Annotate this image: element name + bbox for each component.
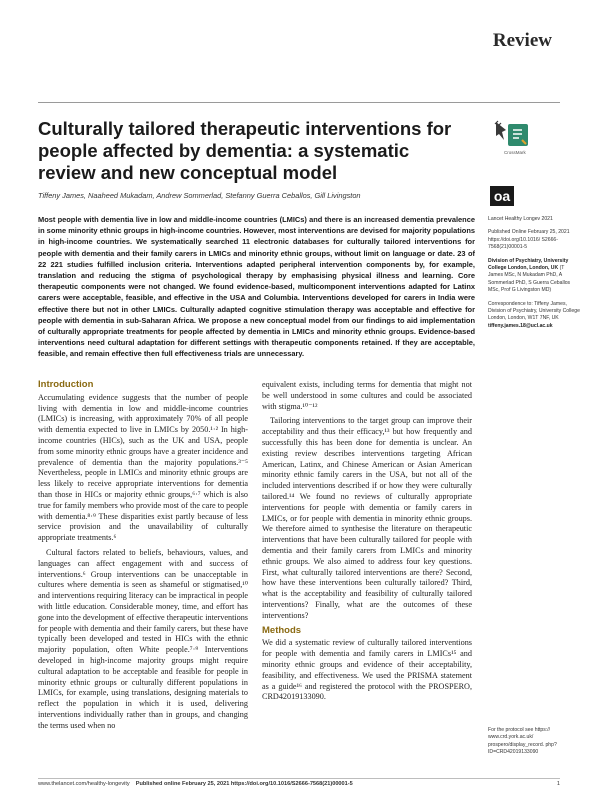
affiliation-name: Division of Psychiatry, University College London, London, UK [488, 257, 569, 272]
correspondence-email[interactable]: tiffeny.james.18@ucl.ac.uk [488, 322, 553, 329]
open-access-badge: oa [490, 186, 514, 206]
correspondence [488, 301, 580, 331]
methods-heading: Methods [262, 624, 302, 636]
crossmark-icon[interactable] [492, 118, 532, 152]
protocol-link[interactable]: see https:// www.crd.york.ac.uk/ prospero/display_record. php?ID=CRD42019133090 [488, 727, 557, 756]
body-paragraph: equivalent exists, including terms for dementia that might not be well understood in some cultures and could be associated with stigma.¹⁰⁻¹² [262, 380, 472, 411]
affiliation [488, 258, 580, 295]
body-paragraph: Tailoring interventions to the target group can improve their acceptability and thus their efficacy,¹³ but how frequently and successfully this has been done for dementia is unclear. An existing review describes interventions targeting African American, Latinx, and Chinese American or Asian American minority ethnic family carers in the USA, but not all of the included interventions described if or how they were culturally tailored.¹⁴ We found no reviews of culturally appropriate interventions for people with dementia or family carers in LMICs, or for people with dementia in minority ethnic groups. We therefore aimed to synthesise the literature on therapeutic interventions that have been culturally tailored for people with dementia and their family carers from LMICs and minority ethnic groups. We also aimed to address four key questions. First, what culturally tailored interventions are there? Second, how have these interventions been culturally tailored? Third, what is the acceptability and feasibility of culturally tailored interventions? Finally, what are the outcomes of these interventions? [262, 416, 472, 620]
article-info-sidebar [488, 216, 580, 336]
footer-published: Published online February 25, 2021 https://doi.org/10.1016/S2666-7568(21)00001-5 [135, 781, 353, 787]
article-authors: Tiffeny James, Naaheed Mukadam, Andrew Sommerlad, Stefanny Guerra Ceballos, Gill Livingston [38, 191, 361, 200]
page-footer [38, 781, 478, 787]
article-title: Culturally tailored therapeutic interventions for people affected by dementia: a systematic review and new conceptual model [38, 118, 452, 183]
journal-url[interactable]: www.thelancet.com/healthy-longevity [38, 781, 130, 787]
section-label: Review [492, 30, 552, 51]
footer-rule [38, 778, 560, 779]
body-paragraph: We did a systematic review of culturally tailored interventions for people with dementia and family carers in LMICs¹⁵ and minority ethnic groups and evidence of their acceptability, feasibility, and effectiveness. We used the PRISMA statement as a guide¹⁶ and registered the protocol with the PROSPERO, CRD42019133090. [262, 638, 472, 702]
body-paragraph: Cultural factors related to beliefs, behaviours, values, and languages can affect engagement with and success of interventions.⁶ Group interventions can be unacceptable in cultures where dementia is seen as shameful or stigmatised,¹⁰ and interventions requiring literacy can be impractical in people with little education. Considerable money, time, and effort has gone into the development of effective therapeutic interventions for people with dementia and their family carers, but these have typically been developed and tested in HICs with the ethnic majority population, often White people.⁷·⁹ Interventions developed in high-income majority groups might require cultural adaptation to be acceptable and feasible for people in minority ethnic groups or culturally different populations in LMICs, for example, using translations, designing materials to reflect the population in which it is used, delivering interventions individually rather than in groups, and changing the terms used when no [38, 547, 248, 730]
header-rule [38, 102, 560, 103]
protocol-label: For the protocol [488, 727, 524, 733]
protocol-note [488, 727, 580, 757]
published-online[interactable]: Published Online February 25, 2021 https://doi.org/10.1016/ S2666-7568(21)00001-5 [488, 229, 570, 251]
journal-citation: Lancet Healthy Longev 2021 [488, 216, 553, 222]
correspondence-text: Correspondence to: Tiffeny James, Division of Psychiatry, University College London, London, W1T 7NF, UK [488, 300, 580, 322]
introduction-heading: Introduction [38, 379, 94, 390]
affiliation-authors: (T James MSc, N Mukadam PhD, A Sommerlad PhD, S Guerra Ceballos MSc, Prof G Livingston MD) [488, 265, 571, 294]
crossmark-label: CrossMark [504, 150, 526, 155]
body-column-right [262, 380, 472, 707]
body-column-left [38, 380, 248, 736]
body-paragraph: Accumulating evidence suggests that the number of people living with dementia in low and middle-income countries (LMICs) is increasing, with approximately 70% of all people with dementia expected to live in LMICs by 2050.¹·² In high-income countries (HICs), such as the UK and USA, people from some minority ethnic groups have a greater incidence and prevalence of dementia than the majority populations.³⁻⁵ Nevertheless, people in LMICs and minority ethnic groups are less likely to receive appropriate interventions for dementia than those in HICs or majority ethnic groups,⁶·⁷ which is also true for family members who provide most of the care to people with dementia.⁸·⁹ These disparities exist partly because of less service provision and the unavailability of culturally appropriate treatments.⁶ [38, 392, 248, 543]
article-summary: Most people with dementia live in low and middle-income countries (LMICs) and there is an increased dementia prevalence in some minority ethnic groups in high-income countries. However, most interventions are devised for majority populations in high-income countries. We systematically searched 11 electronic databases for culturally tailored interventions for people with dementia and their family carers in LMICs and minority ethnic groups, without limit on language or date. 23 of 22 221 studies fulfilled inclusion criteria. Interventions adapted peripheral intervention components by, for example, translation and reducing the stigma of psychological therapy by emphasising physical illness and learning. Core therapeutic components were not changed. We found evidence-based, multicomponent interventions adapted for Latinx carers were acceptable, feasible, and effective in the USA and Columbia. Interventions developed for carers in India were effective there but not in other LMICs. Culturally adapted cognitive stimulation therapy was acceptable and effective for people with dementia in sub-Saharan Africa. We propose a new conceptual model from our findings to aid implementation of culturally appropriate treatments for people affected by dementia in LMICs and minority ethnic groups. Evidence-based interventions need cultural adaptation for different settings with therapeutic components retained. If they are acceptable, feasible, and remain effective then full effectiveness trials are unnecessary. [38, 215, 475, 359]
page-number: 1 [556, 781, 560, 787]
